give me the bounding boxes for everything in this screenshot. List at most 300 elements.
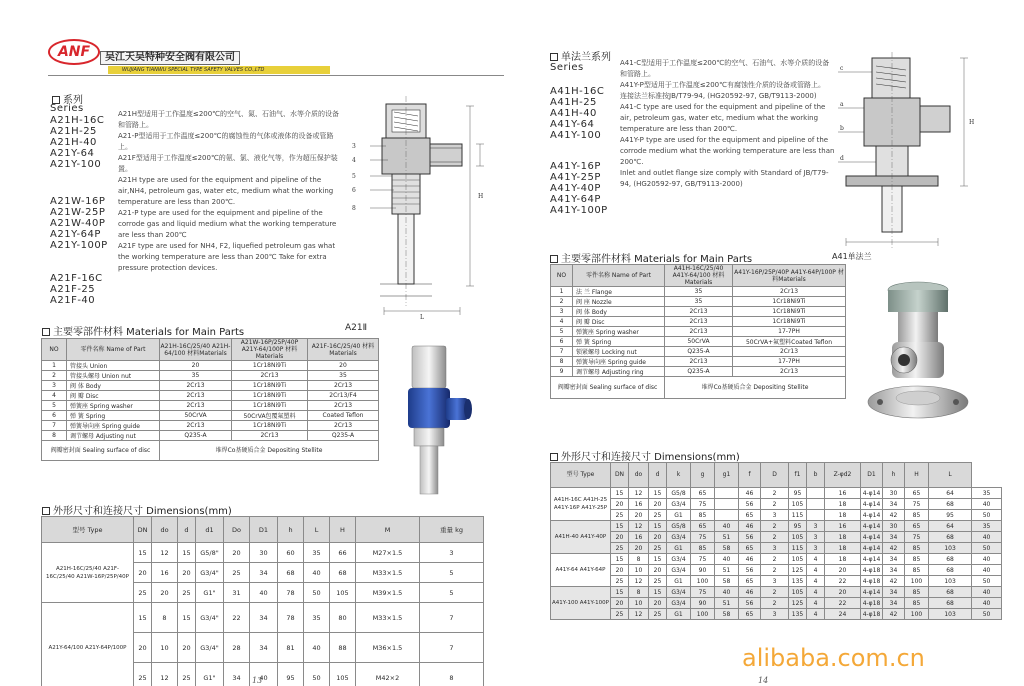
table-cell: 阀瓣密封面 Sealing surface of disc [551,377,665,399]
table-cell: 75 [691,587,715,598]
table-row [551,488,1002,499]
table-cell: 4 [807,598,825,609]
table-cell: 105 [330,663,356,686]
table-cell: 40 [250,663,278,686]
table-cell: G3/4" [196,563,224,583]
table-cell: 22 [825,576,861,587]
table-cell: 25 [649,543,667,554]
table-header: do [152,517,178,543]
table-cell: 2Cr13 [665,307,733,317]
table-cell: G3/4 [667,598,691,609]
table-cell: 20 [825,565,861,576]
table-cell: 12 [629,609,649,620]
table-cell: 20 [629,543,649,554]
table-cell: 20 [649,598,667,609]
table-cell: 15 [611,554,629,565]
table-cell: A21H-16C/25/40 A21F-16C/25/40 A21W-16P/25P/40P [42,543,134,603]
materials-table [41,338,379,461]
flange-materials-table [550,264,846,399]
table-row [551,521,1002,532]
table-cell: 阀 座 Nozzle [573,297,665,307]
table-cell: 4-φ18 [861,565,883,576]
table-row [551,598,1002,609]
table-cell: 65 [739,576,761,587]
table-cell: 15 [178,603,196,633]
table-cell: 3 [807,521,825,532]
table-cell: 8 [629,587,649,598]
table-cell: G3/4 [667,499,691,510]
table-cell: 40 [972,587,1002,598]
table-cell: 50 [972,510,1002,521]
table-cell: 34 [250,603,278,633]
table-cell: G3/4 [667,587,691,598]
table-cell: 3 [807,543,825,554]
svg-text:a: a [840,101,844,108]
table-cell: 15 [134,603,152,633]
table-cell: 15 [611,587,629,598]
table-row [42,401,379,411]
table-cell: 50 [972,543,1002,554]
drawing-label: A21Ⅱ [345,323,368,333]
table-cell: 15 [649,587,667,598]
table-cell: 30 [250,543,278,563]
table-cell: 法 兰 Flange [573,287,665,297]
table-row [42,421,379,431]
table-header: D1 [861,463,883,488]
table-cell: 50CrVA [665,337,733,347]
table-cell: 95 [789,521,807,532]
table-cell: 105 [789,499,807,510]
table-cell: G1 [667,510,691,521]
table-cell: 85 [905,565,929,576]
table-cell: 20 [178,563,196,583]
table-cell: 35 [304,543,330,563]
table-cell: 1 [551,287,573,297]
table-cell: 22 [825,598,861,609]
table-cell: 20 [611,565,629,576]
table-header: M [356,517,420,543]
table-cell: 3 [807,532,825,543]
table-cell: 58 [715,609,739,620]
table-cell: 78 [278,603,304,633]
table-cell: 25 [224,563,250,583]
table-cell: 4 [807,565,825,576]
table-cell: 50CrVA [160,411,232,421]
table-cell: 35 [972,488,1002,499]
table-cell: 103 [929,576,972,587]
table-cell: 弹簧导向座 Spring guide [67,421,160,431]
table-cell [715,510,739,521]
table-row [42,603,484,633]
table-cell [807,499,825,510]
table-cell: 40 [715,554,739,565]
table-row [42,391,379,401]
table-cell: 75 [905,499,929,510]
table-cell: 40 [304,633,330,663]
table-cell: 2Cr13 [160,381,232,391]
table-cell: 6 [551,337,573,347]
table-cell: 18 [825,543,861,554]
series-group-a21h: A21H-16C A21H-25 A21H-40 A21Y-64 A21Y-100 [50,115,105,170]
table-cell: 8 [42,431,67,441]
table-cell: 60 [278,543,304,563]
table-header: 零件名称 Name of Part [67,339,160,361]
table-header: H [330,517,356,543]
table-header-row [551,265,846,287]
table-cell: 12 [152,663,178,686]
table-cell: 1Cr18Ni9Ti [232,361,308,371]
table-cell: 1Cr18Ni9Ti [232,381,308,391]
table-header: A21F-16C/25/40 材料Materials [308,339,379,361]
table-cell: 135 [789,576,807,587]
table-cell: G3/4 [667,565,691,576]
table-cell: 68 [278,563,304,583]
table-cell: 2Cr13 [308,421,379,431]
svg-text:H: H [478,193,484,200]
table-cell: 58 [715,543,739,554]
valve-section-drawing [340,86,500,324]
table-cell: 阀 体 Body [67,381,160,391]
table-cell: 85 [905,587,929,598]
table-cell: 88 [330,633,356,663]
table-cell: 2Cr13 [160,391,232,401]
table-header: d1 [196,517,224,543]
table-cell: 135 [789,609,807,620]
table-cell: 100 [691,609,715,620]
table-cell: 40 [304,563,330,583]
table-cell: 4 [807,587,825,598]
table-cell: 1Cr18Ni9Ti [232,391,308,401]
table-cell: 105 [330,583,356,603]
table-header: 型号 Type [42,517,134,543]
table-cell: 4-φ14 [861,532,883,543]
table-cell: G3/4" [196,603,224,633]
table-cell: 4-φ14 [861,488,883,499]
svg-text:b: b [840,125,844,132]
flange-description: A41-C型适用于工作温度≤200℃的空气、石油气、水等介质的设备和管路上。 A41Y-P型适用于工作温度≤200℃有腐蚀性介质的设备或管路上。 连接法兰标准按JB/T79-94, (HG20592-97, GB/T9113-2000) A41-C type are used for the equipment and pipeline of the air, petroleum gas, water etc, medium what the working temperature are less than 200℃. A41Y-P type are used for the equipment and pipeline of the corrode medium what the working temperature are less than 200℃. Inlet and outlet flange size comply with Standard of JB/T79-94, (HG20592-97, GB/T9113-2000) [620,59,835,188]
table-cell: 1 [42,361,67,371]
table-cell: 5 [420,583,484,603]
table-row [551,510,1002,521]
table-cell: 7 [551,347,573,357]
table-cell: 1Cr18Ni9Ti [733,297,846,307]
page-number-left: 13 [252,676,263,685]
table-cell: 8 [152,603,178,633]
table-row [551,565,1002,576]
table-cell: 2Cr13 [733,347,846,357]
table-cell: 34 [883,565,905,576]
table-cell: 25 [611,510,629,521]
table-cell: 31 [224,583,250,603]
table-cell: 4-φ18 [861,609,883,620]
table-cell: 25 [178,583,196,603]
table-cell: 2Cr13 [160,401,232,411]
svg-text:3: 3 [352,143,356,150]
table-cell: A41Y-64 A41Y-64P [551,554,611,587]
table-header: 重量 kg [420,517,484,543]
table-cell: 8 [420,663,484,686]
table-row [42,543,484,563]
table-cell: 103 [929,543,972,554]
table-cell: 25 [611,543,629,554]
header-rule [48,75,504,76]
table-cell: 85 [905,543,929,554]
table-cell: 2Cr13 [665,317,733,327]
table-header: D1 [250,517,278,543]
table-cell: 20 [611,598,629,609]
table-cell: 65 [691,521,715,532]
table-cell: 18 [825,499,861,510]
table-cell: 20 [649,565,667,576]
table-cell: 20 [611,499,629,510]
table-header: h [883,463,905,488]
flange-group-a41y-p: A41Y-16P A41Y-25P A41Y-40P A41Y-64P A41Y-100P [550,161,608,216]
table-cell: 2 [761,499,789,510]
table-header: L [304,517,330,543]
table-cell: 64 [929,521,972,532]
table-cell: 42 [883,543,905,554]
table-cell: 2Cr13 [308,381,379,391]
table-cell: 34 [883,499,905,510]
table-cell: 34 [883,532,905,543]
table-cell: 3 [761,510,789,521]
table-cell: 2 [761,565,789,576]
table-cell: 34 [250,633,278,663]
table-cell: 2 [761,521,789,532]
table-cell: 46 [739,521,761,532]
table-cell: 4-φ14 [861,499,883,510]
table-cell: 2 [761,488,789,499]
table-cell: 调节螺母 Adjusting nut [67,431,160,441]
table-cell: 75 [691,554,715,565]
table-cell: 65 [739,510,761,521]
table-row [42,381,379,391]
table-row [551,609,1002,620]
table-cell: G1" [196,663,224,686]
table-cell: 4-φ14 [861,510,883,521]
table-cell: 68 [929,554,972,565]
table-cell: 15 [649,554,667,565]
table-cell: 25 [611,609,629,620]
company-logo [48,39,100,65]
svg-text:5: 5 [352,173,356,180]
table-cell: 24 [825,609,861,620]
table-cell: M33×1.5 [356,603,420,633]
table-cell: 堆焊Co基硬质合金 Depositing Stellite [160,441,379,461]
table-header: A41H-16C/25/40 A41Y-64/100 材料Materials [665,265,733,287]
table-cell: M27×1.5 [356,543,420,563]
company-name-bar [100,51,240,65]
svg-text:6: 6 [352,187,356,194]
table-cell: 16 [629,499,649,510]
table-cell: 2 [551,297,573,307]
table-header: Do [224,517,250,543]
table-cell: 68 [929,587,972,598]
table-cell: 46 [739,587,761,598]
table-header: H [905,463,929,488]
table-cell: 68 [330,563,356,583]
table-cell: 56 [739,598,761,609]
table-cell: 16 [629,532,649,543]
flange-series-label: Series [550,62,584,73]
table-cell: 3 [761,609,789,620]
table-row [42,371,379,381]
table-cell: 18 [825,510,861,521]
svg-text:d: d [840,155,844,162]
table-cell: 80 [330,603,356,633]
table-cell: 管接头螺母 Union nut [67,371,160,381]
table-header: b [807,463,825,488]
table-cell: G1 [667,576,691,587]
table-cell: 40 [972,532,1002,543]
table-header: A21W-16P/25P/40P A21Y-64/100P 材料Materials [232,339,308,361]
table-cell: G5/8 [667,521,691,532]
table-cell: 25 [134,583,152,603]
table-cell: 弹 簧 Spring [67,411,160,421]
table-header-row [42,339,379,361]
table-cell: 75 [905,532,929,543]
table-cell: 42 [883,510,905,521]
table-row [551,287,846,297]
table-cell: M36×1.5 [356,633,420,663]
table-cell: G3/4 [667,532,691,543]
table-cell: 7 [42,421,67,431]
table-cell: 4-φ18 [861,576,883,587]
table-header: L [929,463,972,488]
table-cell: 85 [905,554,929,565]
table-cell: G5/8 [667,488,691,499]
table-row [42,441,379,461]
table-row [42,411,379,421]
table-cell: 18 [825,554,861,565]
table-cell: 20 [308,361,379,371]
table-cell: 阀 瓣 Disc [573,317,665,327]
table-cell: 1Cr18Ni9Ti [232,401,308,411]
table-cell: 4-φ14 [861,587,883,598]
flange-drawing-label: A41单法兰 [832,252,872,261]
table-header: NO [42,339,67,361]
table-cell: 10 [629,598,649,609]
table-cell: 85 [691,543,715,554]
table-cell: 15 [611,488,629,499]
table-cell: 20 [649,499,667,510]
flange-series-title: 单法兰系列 [550,48,611,63]
alibaba-watermark: alibaba.com.cn [742,644,925,672]
table-row [551,327,846,337]
svg-text:c: c [840,65,844,72]
table-cell: 20 [649,532,667,543]
table-cell: 68 [929,598,972,609]
table-cell [715,488,739,499]
table-cell: 弹簧导向座 Spring guide [573,357,665,367]
table-cell: 2Cr13 [665,357,733,367]
table-row [551,337,846,347]
table-cell: 35 [304,603,330,633]
series-group-a21w: A21W-16P A21W-25P A21W-40P A21Y-64P A21Y-100P [50,196,108,251]
table-cell: 68 [929,499,972,510]
table-cell: 100 [691,576,715,587]
table-row [551,576,1002,587]
table-cell: 30 [883,488,905,499]
company-name-en: WUJIANG TIANWU SPECIAL TYPE SAFETY VALVES CO.,LTD [122,67,265,73]
table-cell: 40 [972,554,1002,565]
dimensions-title: 外形尺寸和连接尺寸 Dimensions(mm) [42,502,232,517]
table-cell: 51 [715,532,739,543]
table-cell: M42×2 [356,663,420,686]
table-cell: 12 [629,488,649,499]
table-cell: 20 [134,633,152,663]
table-cell: 46 [739,554,761,565]
table-cell: 15 [178,543,196,563]
table-cell [807,510,825,521]
table-header-row [42,517,484,543]
table-cell: 65 [691,488,715,499]
table-cell: 锁紧螺母 Locking nut [573,347,665,357]
table-cell: A41H-40 A41Y-40P [551,521,611,554]
series-description: A21H型适用于工作温度≤200℃的空气、氮、石油气、水等介质的设备和管路上。 A21-P型适用于工作温度≤200℃的腐蚀性的气体或液体的设备或管路上。 A21F型适用于工作温度≤200℃的氨、氯、液化气等，作为超压保护装置。 A21H type are used for the equipment and pipeline of the air,NH4, petroleum gas, water etc, medium what the working temperature are less than 200℃. A21-P type are used for the equipment and pipeline of the corrode gas and liquid medium what the working temperature are less than 200℃ A21F type are used for NH4, F2, liquefied petroleum gas what the working temperature are less than 200℃ Take for extra pressure protection devices. [118,110,340,272]
table-row [551,499,1002,510]
table-header: A21H-16C/25/40 A21H-64/100 材料Materials [160,339,232,361]
table-cell: 56 [739,499,761,510]
table-cell: 4 [551,317,573,327]
company-name-cn: 吴江天吴特种安全阀有限公司 [105,52,235,63]
table-cell: 105 [789,587,807,598]
table-cell: 3 [42,381,67,391]
table-row [551,532,1002,543]
table-cell: 65 [905,488,929,499]
table-cell: 1Cr18Ni9Ti [733,317,846,327]
table-cell: 17-7PH [733,357,846,367]
table-cell: 8 [629,554,649,565]
valve-photo-a41 [866,276,976,436]
table-cell: 12 [629,576,649,587]
table-header: DN [134,517,152,543]
table-header: 型号 Type [551,463,611,488]
table-cell: Coated Teflon [308,411,379,421]
table-cell: 2Cr13 [665,327,733,337]
table-cell: G5/8" [196,543,224,563]
flange-valve-drawing [836,52,986,252]
table-cell: 22 [224,603,250,633]
table-cell: 20 [611,532,629,543]
flange-dimensions-table [550,462,1002,620]
table-row [551,307,846,317]
company-name-en-bar [108,66,330,74]
table-cell: 2 [761,587,789,598]
table-cell: Q235-A [308,431,379,441]
table-cell: Q235-A [665,367,733,377]
table-cell: 40 [715,521,739,532]
right-page [512,0,1024,686]
dimensions-table [41,516,484,686]
table-cell: 40 [250,583,278,603]
table-cell: 4-φ14 [861,554,883,565]
table-cell: 20 [825,587,861,598]
table-cell: 35 [972,521,1002,532]
svg-text:H: H [969,119,975,126]
table-cell: 弹 簧 Spring [573,337,665,347]
table-cell: 34 [250,563,278,583]
table-cell: 15 [134,543,152,563]
table-cell: 20 [224,543,250,563]
table-cell: 5 [42,401,67,411]
table-cell: 3 [551,307,573,317]
series-label: Series [50,103,84,114]
table-row [551,367,846,377]
table-cell: 105 [789,554,807,565]
table-header: 零件名称 Name of Part [573,265,665,287]
table-row [42,431,379,441]
